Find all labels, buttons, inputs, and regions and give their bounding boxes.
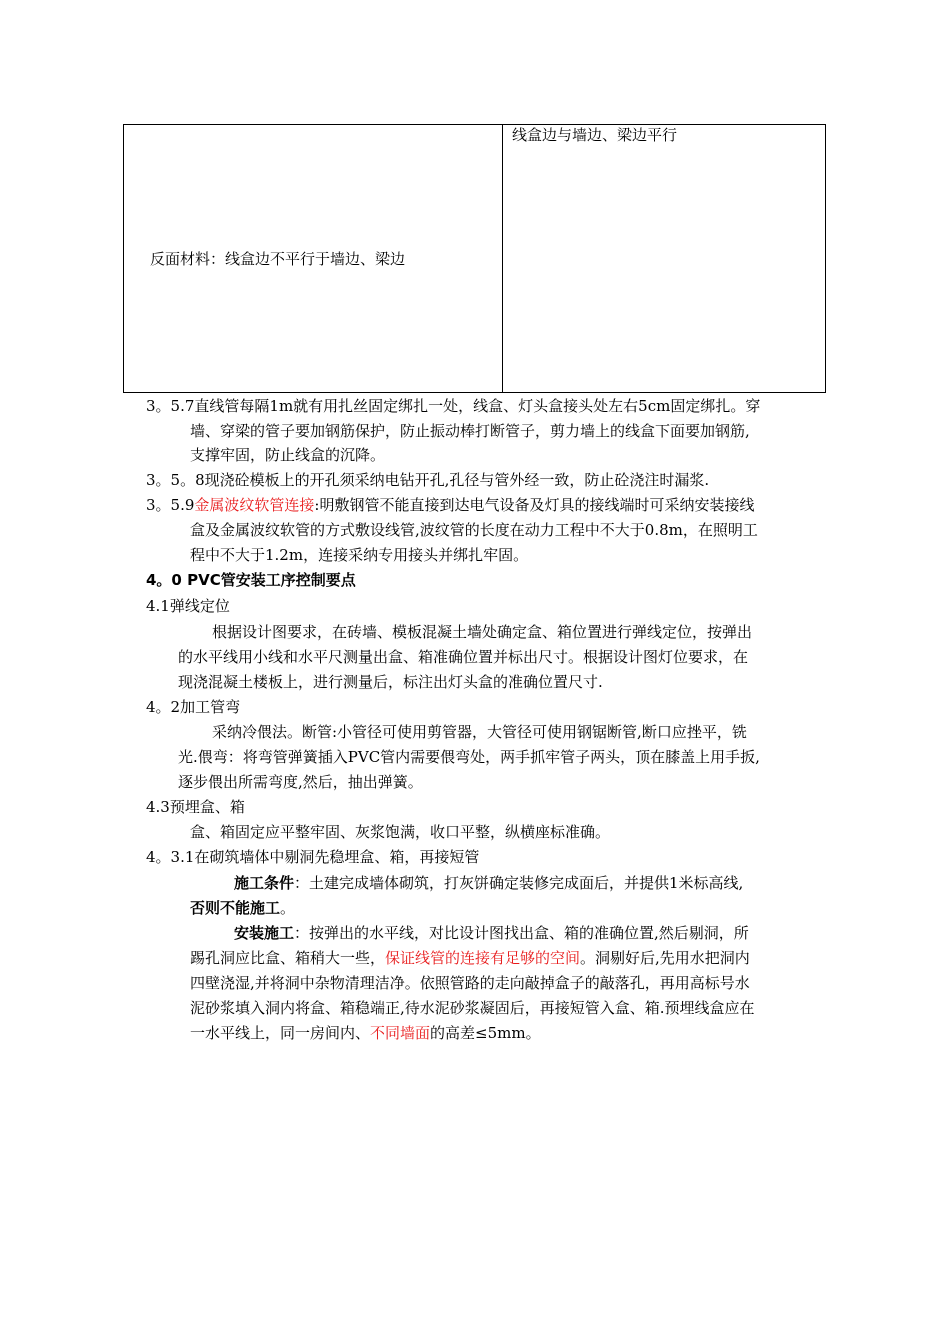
positive-example-caption: 线盒边与墙边、梁边平行 <box>512 126 678 144</box>
construction-condition-end-punct: 。 <box>280 899 296 917</box>
construction-condition-line-1 <box>234 873 743 893</box>
installation-line-4: 泥砂浆填入洞内将盒、箱稳端正,待水泥砂浆凝固后，再接短管入盒、箱.预埋线盒应在 <box>190 999 755 1017</box>
section-4-3-title: 4.3预埋盒、箱 <box>146 798 245 816</box>
construction-condition-label: 施工条件 <box>234 874 295 892</box>
installation-line-2-highlight: 保证线管的连接有足够的空间 <box>385 949 581 967</box>
section-3-5-7-line-3: 支撑牢固，防止线盒的沉降。 <box>190 446 386 464</box>
installation-label: 安装施工 <box>234 924 295 942</box>
construction-condition-line-2 <box>190 898 295 918</box>
positive-example-cell <box>503 125 826 393</box>
section-4-1-line-3: 现浇混凝土楼板上，进行测量后，标注出灯头盒的准确位置尺寸. <box>178 673 603 691</box>
installation-line-5-pre: 一水平线上，同一房间内、 <box>190 1024 371 1042</box>
negative-example-cell <box>124 125 503 393</box>
installation-line-3: 四壁浇湿,并将洞中杂物清理洁净。依照管路的走向敲掉盒子的敲落孔，再用高标号水 <box>190 974 750 992</box>
installation-line-5-post: 的高差≤5mm。 <box>430 1024 541 1042</box>
section-3-5-9-line-1 <box>146 495 754 515</box>
section-3-5-7-line-2: 墙、穿梁的管子要加钢筋保护，防止振动棒打断管子，剪力墙上的线盒下面要加钢筋, <box>190 422 750 440</box>
section-4-3-line-1: 盒、箱固定应平整牢固、灰浆饱满，收口平整，纵横座标准确。 <box>190 823 611 841</box>
section-3-5-9-line-2: 盒及金属波纹软管的方式敷设线管,波纹管的长度在动力工程中不大于0.8m，在照明工 <box>190 521 758 539</box>
section-4-2-title: 4。2加工管弯 <box>146 698 241 716</box>
section-4-1-title: 4.1弹线定位 <box>146 597 230 615</box>
construction-condition-text: ：土建完成墙体砌筑，打灰饼确定装修完成面后，并提供1米标高线, <box>294 874 744 892</box>
section-4-1-line-2: 的水平线用小线和水平尺测量出盒、箱准确位置并标出尺寸。根据设计图灯位要求，在 <box>178 648 749 666</box>
section-4-3-1-title: 4。3.1在砌筑墙体中剔洞先稳埋盒、箱，再接短管 <box>146 848 480 866</box>
installation-line-2-post: 。洞剔好后,先用水把洞内 <box>580 949 750 967</box>
negative-example-caption: 反面材料：线盒边不平行于墙边、梁边 <box>150 249 406 268</box>
section-3-5-8-line-1: 3。5。8现浇砼模板上的开孔须采纳电钻开孔,孔径与管外经一致，防止砼浇注时漏浆. <box>146 471 710 489</box>
installation-line-2 <box>190 948 750 968</box>
installation-line-5-highlight: 不同墙面 <box>370 1024 431 1042</box>
section-3-5-9-line-3: 程中不大于1.2m，连接采纳专用接头并绑扎牢固。 <box>190 546 529 564</box>
section-3-5-9-number: 3。5.9 <box>146 496 195 514</box>
construction-condition-end: 否则不能施工 <box>190 899 281 917</box>
installation-text: ：按弹出的水平线，对比设计图找出盒、箱的准确位置,然后剔洞，所 <box>294 924 749 942</box>
installation-line-2-pre: 踢孔洞应比盒、箱稍大一些， <box>190 949 386 967</box>
installation-line-1 <box>234 923 749 943</box>
section-4-2-line-3: 逐步偎出所需弯度,然后，抽出弹簧。 <box>178 773 423 791</box>
section-3-5-7-line-1: 3。5.7直线管每隔1m就有用扎丝固定绑扎一处，线盒、灯头盒接头处左右5cm固定绑扎。穿 <box>146 397 761 415</box>
section-4-0-heading: 4。0 PVC管安装工序控制要点 <box>146 571 356 589</box>
section-3-5-9-highlight: 金属波纹软管连接 <box>194 496 315 514</box>
comparison-table <box>123 124 826 393</box>
section-4-1-line-1: 根据设计图要求，在砖墙、模板混凝土墙处确定盒、箱位置进行弹线定位，按弹出 <box>212 623 753 641</box>
section-3-5-9-text: :明敷钢管不能直接到达电气设备及灯具的接线端时可采纳安装接线 <box>314 496 755 514</box>
section-4-2-line-2: 光.偎弯：将弯管弹簧插入PVC管内需要偎弯处，两手抓牢管子两头，顶在膝盖上用手扳, <box>178 748 760 766</box>
installation-line-5 <box>190 1023 541 1043</box>
section-4-2-line-1: 采纳冷偎法。断管:小管径可使用剪管器，大管径可使用钢锯断管,断口应挫平，铣 <box>212 723 747 741</box>
